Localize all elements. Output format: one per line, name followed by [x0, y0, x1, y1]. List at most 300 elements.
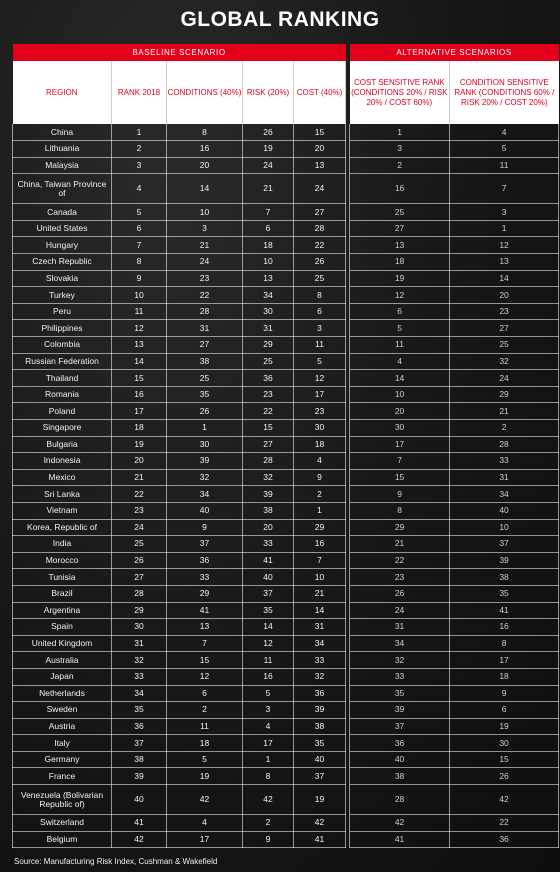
cost-sensitive-cell: 16 — [350, 174, 450, 204]
risk-cell: 41 — [243, 552, 294, 569]
cost-cell: 8 — [294, 287, 346, 304]
cost-cell: 5 — [294, 353, 346, 370]
conditions-cell: 21 — [167, 237, 243, 254]
conditions-cell: 30 — [167, 436, 243, 453]
cost-cell: 2 — [294, 486, 346, 503]
conditions-cell: 12 — [167, 668, 243, 685]
conditions-cell: 23 — [167, 270, 243, 287]
table-row — [13, 469, 559, 486]
table-row — [13, 420, 559, 437]
cost-cell: 16 — [294, 536, 346, 553]
table-row — [13, 237, 559, 254]
cost-cell: 39 — [294, 702, 346, 719]
condition-sensitive-cell: 32 — [450, 353, 559, 370]
risk-cell: 32 — [243, 469, 294, 486]
risk-cell: 9 — [243, 831, 294, 848]
cost-cell: 4 — [294, 453, 346, 470]
cost-cell: 27 — [294, 204, 346, 221]
cost-sensitive-cell: 1 — [350, 124, 450, 141]
conditions-cell: 5 — [167, 751, 243, 768]
rank-cell: 21 — [112, 469, 167, 486]
risk-cell: 40 — [243, 569, 294, 586]
region-cell: Romania — [13, 386, 112, 403]
rank-cell: 35 — [112, 702, 167, 719]
conditions-cell: 31 — [167, 320, 243, 337]
cost-sensitive-cell: 15 — [350, 469, 450, 486]
condition-sensitive-cell: 19 — [450, 718, 559, 735]
cost-cell: 37 — [294, 768, 346, 785]
rank-cell: 38 — [112, 751, 167, 768]
cost-cell: 33 — [294, 652, 346, 669]
risk-cell: 5 — [243, 685, 294, 702]
table-row — [13, 735, 559, 752]
risk-cell: 20 — [243, 519, 294, 536]
conditions-cell: 6 — [167, 685, 243, 702]
condition-sensitive-cell: 20 — [450, 287, 559, 304]
cost-sensitive-cell: 27 — [350, 220, 450, 237]
condition-sensitive-cell: 11 — [450, 157, 559, 174]
risk-cell: 7 — [243, 204, 294, 221]
rank-cell: 24 — [112, 519, 167, 536]
condition-sensitive-cell: 25 — [450, 337, 559, 354]
region-cell: China — [13, 124, 112, 141]
condition-sensitive-cell: 28 — [450, 436, 559, 453]
cost-sensitive-cell: 11 — [350, 337, 450, 354]
rank-cell: 19 — [112, 436, 167, 453]
conditions-cell: 35 — [167, 386, 243, 403]
table-row — [13, 718, 559, 735]
cost-sensitive-cell: 14 — [350, 370, 450, 387]
cost-sensitive-cell: 9 — [350, 486, 450, 503]
risk-cell: 1 — [243, 751, 294, 768]
condition-sensitive-cell: 5 — [450, 141, 559, 158]
region-cell: China, Taiwan Province of — [13, 174, 112, 204]
cost-cell: 40 — [294, 751, 346, 768]
ranking-table — [12, 44, 559, 848]
risk-cell: 29 — [243, 337, 294, 354]
conditions-cell: 36 — [167, 552, 243, 569]
column-header-rank: RANK 2018 — [112, 61, 167, 124]
condition-sensitive-cell: 24 — [450, 370, 559, 387]
risk-cell: 28 — [243, 453, 294, 470]
baseline-scenario-header: BASELINE SCENARIO — [13, 44, 346, 61]
cost-sensitive-cell: 28 — [350, 785, 450, 815]
rank-cell: 41 — [112, 815, 167, 832]
table-row — [13, 585, 559, 602]
conditions-cell: 4 — [167, 815, 243, 832]
cost-cell: 18 — [294, 436, 346, 453]
table-row — [13, 785, 559, 815]
region-cell: Argentina — [13, 602, 112, 619]
table-body — [13, 124, 559, 848]
risk-cell: 13 — [243, 270, 294, 287]
region-cell: Czech Republic — [13, 254, 112, 271]
table-row — [13, 403, 559, 420]
risk-cell: 24 — [243, 157, 294, 174]
cost-sensitive-cell: 18 — [350, 254, 450, 271]
cost-cell: 20 — [294, 141, 346, 158]
cost-sensitive-cell: 36 — [350, 735, 450, 752]
table-row — [13, 320, 559, 337]
region-cell: Venezuela (Bolivarian Republic of) — [13, 785, 112, 815]
conditions-cell: 13 — [167, 619, 243, 636]
condition-sensitive-cell: 31 — [450, 469, 559, 486]
conditions-cell: 14 — [167, 174, 243, 204]
cost-cell: 36 — [294, 685, 346, 702]
table-row — [13, 270, 559, 287]
table-row — [13, 831, 559, 848]
column-header-region: REGION — [13, 61, 112, 124]
rank-cell: 13 — [112, 337, 167, 354]
region-cell: Brazil — [13, 585, 112, 602]
region-cell: United Kingdom — [13, 635, 112, 652]
region-cell: Bulgaria — [13, 436, 112, 453]
condition-sensitive-cell: 1 — [450, 220, 559, 237]
table-row — [13, 453, 559, 470]
cost-cell: 21 — [294, 585, 346, 602]
table-row — [13, 204, 559, 221]
cost-cell: 17 — [294, 386, 346, 403]
region-cell: Malaysia — [13, 157, 112, 174]
risk-cell: 21 — [243, 174, 294, 204]
table-row — [13, 536, 559, 553]
risk-cell: 22 — [243, 403, 294, 420]
rank-cell: 22 — [112, 486, 167, 503]
region-cell: Germany — [13, 751, 112, 768]
cost-sensitive-cell: 5 — [350, 320, 450, 337]
cost-sensitive-cell: 39 — [350, 702, 450, 719]
rank-cell: 42 — [112, 831, 167, 848]
risk-cell: 4 — [243, 718, 294, 735]
conditions-cell: 15 — [167, 652, 243, 669]
cost-cell: 14 — [294, 602, 346, 619]
cost-sensitive-cell: 41 — [350, 831, 450, 848]
region-cell: Sri Lanka — [13, 486, 112, 503]
alternative-scenarios-header: ALTERNATIVE SCENARIOS — [350, 44, 559, 61]
conditions-cell: 29 — [167, 585, 243, 602]
risk-cell: 10 — [243, 254, 294, 271]
rank-cell: 14 — [112, 353, 167, 370]
condition-sensitive-cell: 38 — [450, 569, 559, 586]
conditions-cell: 18 — [167, 735, 243, 752]
rank-cell: 12 — [112, 320, 167, 337]
rank-cell: 26 — [112, 552, 167, 569]
risk-cell: 31 — [243, 320, 294, 337]
rank-cell: 1 — [112, 124, 167, 141]
rank-cell: 29 — [112, 602, 167, 619]
rank-cell: 8 — [112, 254, 167, 271]
cost-cell: 38 — [294, 718, 346, 735]
rank-cell: 33 — [112, 668, 167, 685]
region-cell: Indonesia — [13, 453, 112, 470]
conditions-cell: 27 — [167, 337, 243, 354]
condition-sensitive-cell: 9 — [450, 685, 559, 702]
rank-cell: 10 — [112, 287, 167, 304]
cost-sensitive-cell: 12 — [350, 287, 450, 304]
condition-sensitive-cell: 35 — [450, 585, 559, 602]
cost-cell: 15 — [294, 124, 346, 141]
cost-sensitive-cell: 34 — [350, 635, 450, 652]
cost-sensitive-cell: 2 — [350, 157, 450, 174]
risk-cell: 8 — [243, 768, 294, 785]
risk-cell: 42 — [243, 785, 294, 815]
region-cell: Morocco — [13, 552, 112, 569]
cost-cell: 35 — [294, 735, 346, 752]
cost-sensitive-cell: 8 — [350, 502, 450, 519]
risk-cell: 3 — [243, 702, 294, 719]
risk-cell: 36 — [243, 370, 294, 387]
region-cell: Tunisia — [13, 569, 112, 586]
condition-sensitive-cell: 12 — [450, 237, 559, 254]
risk-cell: 27 — [243, 436, 294, 453]
risk-cell: 14 — [243, 619, 294, 636]
risk-cell: 23 — [243, 386, 294, 403]
table-row — [13, 552, 559, 569]
condition-sensitive-cell: 14 — [450, 270, 559, 287]
cost-sensitive-cell: 30 — [350, 420, 450, 437]
conditions-cell: 17 — [167, 831, 243, 848]
cost-cell: 28 — [294, 220, 346, 237]
condition-sensitive-cell: 16 — [450, 619, 559, 636]
conditions-cell: 42 — [167, 785, 243, 815]
condition-sensitive-cell: 37 — [450, 536, 559, 553]
risk-cell: 11 — [243, 652, 294, 669]
risk-cell: 37 — [243, 585, 294, 602]
cost-cell: 6 — [294, 303, 346, 320]
cost-sensitive-cell: 26 — [350, 585, 450, 602]
column-header-condition-sensitive-rank: CONDITION SENSITIVE RANK (CONDITIONS 60% / RISK 20% / COST 20%) — [450, 61, 559, 124]
condition-sensitive-cell: 3 — [450, 204, 559, 221]
cost-cell: 19 — [294, 785, 346, 815]
cost-cell: 25 — [294, 270, 346, 287]
region-cell: Korea, Republic of — [13, 519, 112, 536]
region-cell: Canada — [13, 204, 112, 221]
cost-cell: 10 — [294, 569, 346, 586]
cost-cell: 42 — [294, 815, 346, 832]
table-row — [13, 652, 559, 669]
condition-sensitive-cell: 22 — [450, 815, 559, 832]
table-row — [13, 337, 559, 354]
rank-cell: 39 — [112, 768, 167, 785]
cost-cell: 26 — [294, 254, 346, 271]
condition-sensitive-cell: 2 — [450, 420, 559, 437]
cost-sensitive-cell: 21 — [350, 536, 450, 553]
table-row — [13, 519, 559, 536]
region-cell: Sweden — [13, 702, 112, 719]
table-row — [13, 751, 559, 768]
condition-sensitive-cell: 34 — [450, 486, 559, 503]
condition-sensitive-cell: 4 — [450, 124, 559, 141]
page-title: GLOBAL RANKING — [180, 8, 380, 31]
risk-cell: 12 — [243, 635, 294, 652]
rank-cell: 36 — [112, 718, 167, 735]
condition-sensitive-cell: 8 — [450, 635, 559, 652]
risk-cell: 18 — [243, 237, 294, 254]
table-row — [13, 502, 559, 519]
cost-sensitive-cell: 20 — [350, 403, 450, 420]
condition-sensitive-cell: 36 — [450, 831, 559, 848]
column-header-cost-sensitive-rank: COST SENSITIVE RANK (CONDITIONS 20% / RISK 20% / COST 60%) — [350, 61, 450, 124]
rank-cell: 34 — [112, 685, 167, 702]
risk-cell: 38 — [243, 502, 294, 519]
table-row — [13, 668, 559, 685]
rank-cell: 20 — [112, 453, 167, 470]
conditions-cell: 38 — [167, 353, 243, 370]
condition-sensitive-cell: 41 — [450, 602, 559, 619]
conditions-cell: 7 — [167, 635, 243, 652]
table-row — [13, 287, 559, 304]
rank-cell: 2 — [112, 141, 167, 158]
cost-cell: 13 — [294, 157, 346, 174]
cost-sensitive-cell: 40 — [350, 751, 450, 768]
cost-sensitive-cell: 13 — [350, 237, 450, 254]
region-cell: Lithuania — [13, 141, 112, 158]
region-cell: Philippines — [13, 320, 112, 337]
region-cell: Poland — [13, 403, 112, 420]
region-cell: Netherlands — [13, 685, 112, 702]
table-row — [13, 436, 559, 453]
cost-cell: 11 — [294, 337, 346, 354]
risk-cell: 30 — [243, 303, 294, 320]
conditions-cell: 16 — [167, 141, 243, 158]
conditions-cell: 24 — [167, 254, 243, 271]
rank-cell: 7 — [112, 237, 167, 254]
cost-sensitive-cell: 29 — [350, 519, 450, 536]
rank-cell: 28 — [112, 585, 167, 602]
table-row — [13, 370, 559, 387]
rank-cell: 40 — [112, 785, 167, 815]
table-row — [13, 602, 559, 619]
region-cell: Turkey — [13, 287, 112, 304]
region-cell: Belgium — [13, 831, 112, 848]
condition-sensitive-cell: 27 — [450, 320, 559, 337]
cost-sensitive-cell: 3 — [350, 141, 450, 158]
conditions-cell: 3 — [167, 220, 243, 237]
rank-cell: 3 — [112, 157, 167, 174]
rank-cell: 16 — [112, 386, 167, 403]
cost-cell: 22 — [294, 237, 346, 254]
table-row — [13, 254, 559, 271]
risk-cell: 26 — [243, 124, 294, 141]
column-header-risk: RISK (20%) — [243, 61, 294, 124]
table-row — [13, 768, 559, 785]
conditions-cell: 2 — [167, 702, 243, 719]
risk-cell: 33 — [243, 536, 294, 553]
condition-sensitive-cell: 23 — [450, 303, 559, 320]
table-row — [13, 486, 559, 503]
cost-cell: 23 — [294, 403, 346, 420]
rank-cell: 31 — [112, 635, 167, 652]
cost-cell: 41 — [294, 831, 346, 848]
cost-sensitive-cell: 10 — [350, 386, 450, 403]
conditions-cell: 33 — [167, 569, 243, 586]
region-cell: France — [13, 768, 112, 785]
risk-cell: 16 — [243, 668, 294, 685]
conditions-cell: 11 — [167, 718, 243, 735]
conditions-cell: 32 — [167, 469, 243, 486]
rank-cell: 9 — [112, 270, 167, 287]
cost-cell: 12 — [294, 370, 346, 387]
conditions-cell: 37 — [167, 536, 243, 553]
conditions-cell: 1 — [167, 420, 243, 437]
rank-cell: 23 — [112, 502, 167, 519]
cost-cell: 1 — [294, 502, 346, 519]
conditions-cell: 25 — [167, 370, 243, 387]
table-row — [13, 124, 559, 141]
condition-sensitive-cell: 42 — [450, 785, 559, 815]
risk-cell: 19 — [243, 141, 294, 158]
rank-cell: 17 — [112, 403, 167, 420]
region-cell: Mexico — [13, 469, 112, 486]
condition-sensitive-cell: 15 — [450, 751, 559, 768]
cost-cell: 34 — [294, 635, 346, 652]
region-cell: India — [13, 536, 112, 553]
cost-sensitive-cell: 4 — [350, 353, 450, 370]
region-cell: Italy — [13, 735, 112, 752]
condition-sensitive-cell: 21 — [450, 403, 559, 420]
cost-cell: 30 — [294, 420, 346, 437]
condition-sensitive-cell: 13 — [450, 254, 559, 271]
condition-sensitive-cell: 6 — [450, 702, 559, 719]
rank-cell: 18 — [112, 420, 167, 437]
region-cell: Vietnam — [13, 502, 112, 519]
region-cell: Spain — [13, 619, 112, 636]
condition-sensitive-cell: 40 — [450, 502, 559, 519]
condition-sensitive-cell: 17 — [450, 652, 559, 669]
conditions-cell: 22 — [167, 287, 243, 304]
risk-cell: 6 — [243, 220, 294, 237]
rank-cell: 25 — [112, 536, 167, 553]
table-row — [13, 353, 559, 370]
risk-cell: 25 — [243, 353, 294, 370]
cost-sensitive-cell: 19 — [350, 270, 450, 287]
risk-cell: 15 — [243, 420, 294, 437]
source-note: Source: Manufacturing Risk Index, Cushman & Wakefield — [14, 857, 218, 866]
rank-cell: 32 — [112, 652, 167, 669]
cost-cell: 31 — [294, 619, 346, 636]
region-cell: Singapore — [13, 420, 112, 437]
cost-sensitive-cell: 7 — [350, 453, 450, 470]
column-header-conditions: CONDITIONS (40%) — [167, 61, 243, 124]
conditions-cell: 34 — [167, 486, 243, 503]
region-cell: Peru — [13, 303, 112, 320]
cost-sensitive-cell: 23 — [350, 569, 450, 586]
conditions-cell: 41 — [167, 602, 243, 619]
cost-sensitive-cell: 25 — [350, 204, 450, 221]
risk-cell: 39 — [243, 486, 294, 503]
condition-sensitive-cell: 10 — [450, 519, 559, 536]
cost-sensitive-cell: 31 — [350, 619, 450, 636]
region-cell: Thailand — [13, 370, 112, 387]
region-cell: Russian Federation — [13, 353, 112, 370]
rank-cell: 37 — [112, 735, 167, 752]
condition-sensitive-cell: 33 — [450, 453, 559, 470]
rank-cell: 30 — [112, 619, 167, 636]
rank-cell: 5 — [112, 204, 167, 221]
region-cell: Switzerland — [13, 815, 112, 832]
conditions-cell: 20 — [167, 157, 243, 174]
cost-sensitive-cell: 35 — [350, 685, 450, 702]
rank-cell: 15 — [112, 370, 167, 387]
conditions-cell: 28 — [167, 303, 243, 320]
region-cell: Hungary — [13, 237, 112, 254]
conditions-cell: 40 — [167, 502, 243, 519]
table-row — [13, 702, 559, 719]
rank-cell: 4 — [112, 174, 167, 204]
cost-sensitive-cell: 37 — [350, 718, 450, 735]
region-cell: Japan — [13, 668, 112, 685]
condition-sensitive-cell: 26 — [450, 768, 559, 785]
